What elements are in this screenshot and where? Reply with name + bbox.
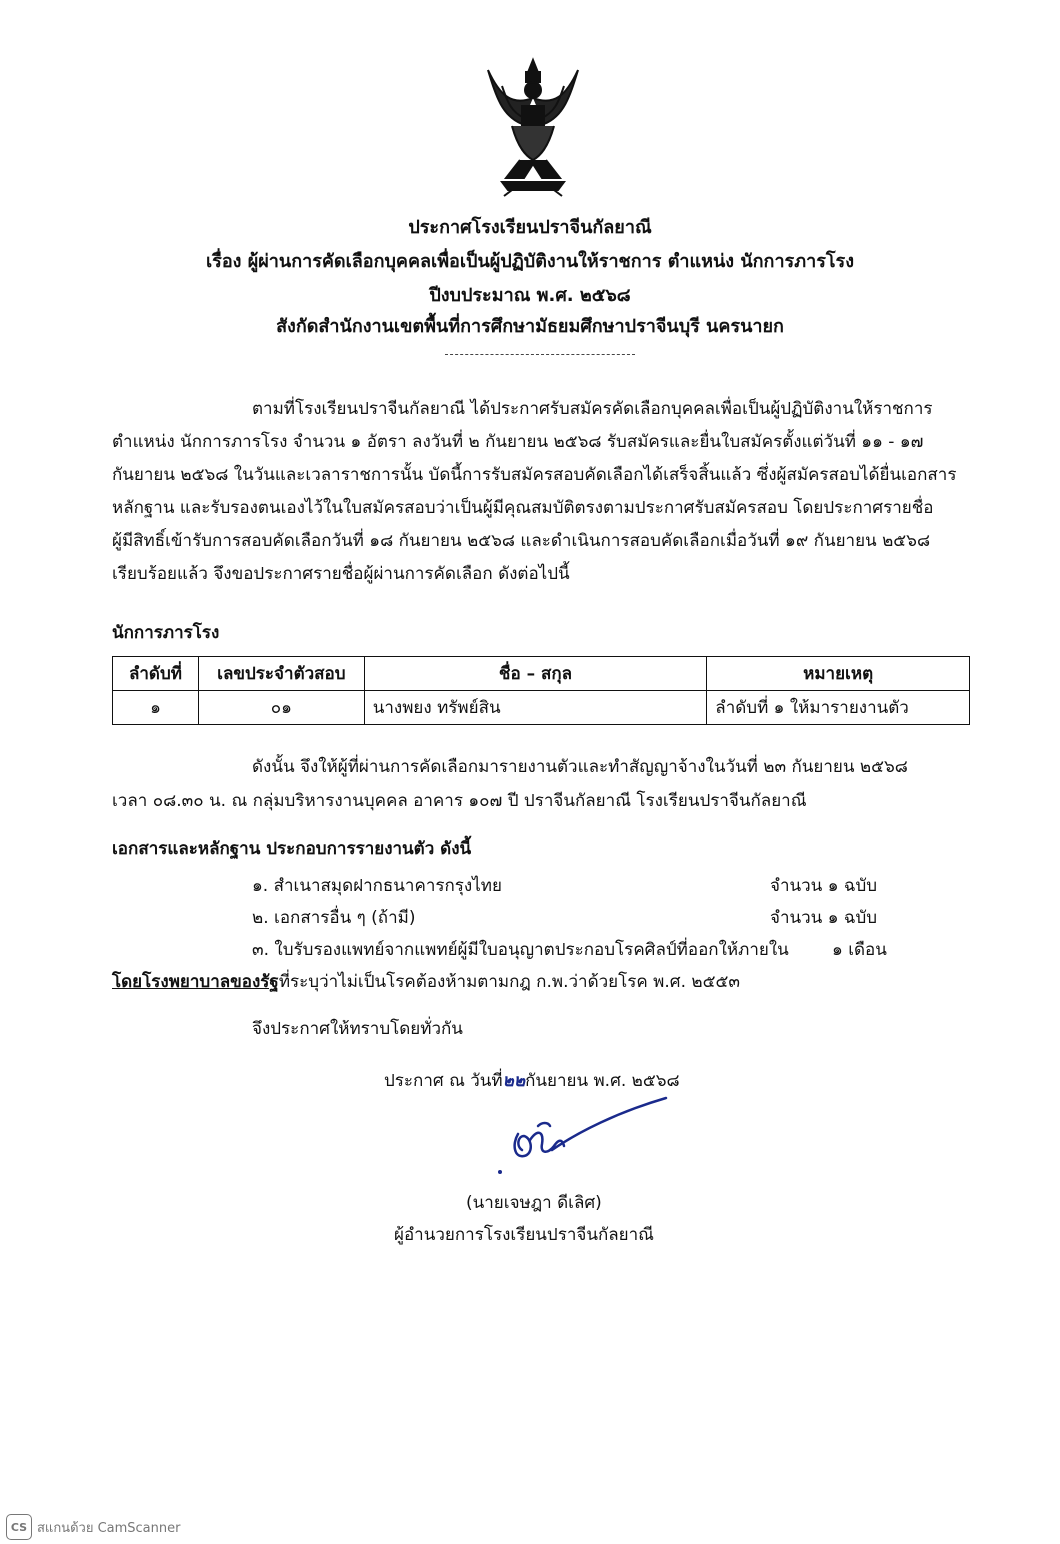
scanner-text: สแกนด้วย CamScanner [37, 1520, 181, 1536]
header-divider [445, 354, 635, 355]
announcement-subject: เรื่อง ผู้ผ่านการคัดเลือกบุคคลเพื่อเป็นผู้ปฏิบัติงานให้ราชการ ตำแหน่ง นักการภารโรง [206, 251, 854, 272]
camscanner-logo-icon: CS [6, 1514, 32, 1540]
cell-name: นางพยง ทรัพย์สิน [364, 691, 707, 725]
results-table [112, 656, 970, 725]
intro-line-2: ตำแหน่ง นักการภารโรง จำนวน ๑ อัตรา ลงวันที่ ๒ กันยายน ๒๕๖๘ รับสมัครและยื่นใบสมัครตั้งแต่วันที่ ๑๑ - ๑๗ [112, 432, 924, 452]
intro-line-3: กันยายน ๒๕๖๘ ในวันและเวลาราชการนั้น บัดนี้การรับสมัครสอบคัดเลือกได้เสร็จสิ้นแล้ว ซึ่งผู้สมัครสอบได้ยื่นเอกสาร [112, 465, 957, 485]
fiscal-year: ปีงบประมาณ พ.ศ. ๒๕๖๘ [429, 285, 631, 306]
cell-remark: ลำดับที่ ๑ ให้มารายงานตัว [707, 691, 970, 725]
intro-line-1: ตามที่โรงเรียนปราจีนกัลยาณี ได้ประกาศรับสมัครคัดเลือกบุคคลเพื่อเป็นผู้ปฏิบัติงานให้ราชการ [252, 399, 933, 419]
signer-title: ผู้อำนวยการโรงเรียนปราจีนกัลยาณี [394, 1225, 654, 1245]
doc-item-2-qty: จำนวน ๑ ฉบับ [770, 908, 878, 928]
intro-line-6: เรียบร้อยแล้ว จึงขอประกาศรายชื่อผู้ผ่านการคัดเลือก ดังต่อไปนี้ [112, 564, 570, 584]
doc-item-3-continuation [112, 968, 740, 995]
scanner-watermark [6, 1514, 180, 1540]
closing-text: จึงประกาศให้ทราบโดยทั่วกัน [252, 1019, 463, 1039]
public-hospital-text: โดยโรงพยาบาลของรัฐ [112, 972, 279, 992]
col-header-name: ชื่อ – สกุล [364, 657, 707, 691]
announcement-title: ประกาศโรงเรียนปราจีนกัลยาณี [408, 217, 652, 238]
cell-order: ๑ [113, 691, 199, 725]
table-header-row [113, 657, 970, 691]
cell-exam-id: ๐๑ [198, 691, 364, 725]
date-prefix: ประกาศ ณ วันที่ [384, 1071, 503, 1091]
doc-item-2: ๒. เอกสารอื่น ๆ (ถ้ามี) [252, 908, 416, 928]
date-day: ๒๒ [502, 1071, 526, 1091]
col-header-exam-id: เลขประจำตัวสอบ [198, 657, 364, 691]
doc-item-3-rest: ที่ระบุว่าไม่เป็นโรคต้องห้ามตามกฎ ก.พ.ว่าด้วยโรค พ.ศ. ๒๕๕๓ [278, 972, 740, 992]
intro-line-5: ผู้มีสิทธิ์เข้ารับการสอบคัดเลือกวันที่ ๑๘ กันยายน ๒๕๖๘ และดำเนินการสอบคัดเลือกเมื่อวันที่ ๑๙ กันยายน ๒๕๖๘ [112, 531, 931, 551]
intro-line-4: หลักฐาน และรับรองตนเองไว้ในใบสมัครสอบว่าเป็นผู้มีคุณสมบัติตรงตามประกาศรับสมัครสอบ โดยประกาศรายชื่อ [112, 498, 934, 518]
garuda-emblem-icon [482, 56, 584, 198]
table-row [113, 691, 970, 725]
col-header-remark: หมายเหตุ [707, 657, 970, 691]
report-line-1: ดังนั้น จึงให้ผู้ที่ผ่านการคัดเลือกมารายงานตัวและทำสัญญาจ้างในวันที่ ๒๓ กันยายน ๒๕๖๘ [252, 757, 908, 777]
col-header-order: ลำดับที่ [113, 657, 199, 691]
doc-item-1: ๑. สำเนาสมุดฝากธนาคารกรุงไทย [252, 876, 502, 896]
docs-title: เอกสารและหลักฐาน ประกอบการรายงานตัว ดังนี้ [112, 839, 472, 859]
section-title: นักการภารโรง [112, 623, 220, 643]
doc-item-3: ๓. ใบรับรองแพทย์จากแพทย์ผู้มีใบอนุญาตประกอบโรคศิลป์ที่ออกให้ภายใน [252, 940, 789, 960]
report-line-2: เวลา ๐๘.๓๐ น. ณ กลุ่มบริหารงานบุคคล อาคาร ๑๐๗ ปี ปราจีนกัลยาณี โรงเรียนปราจีนกัลยาณี [112, 791, 807, 811]
date-suffix: กันยายน พ.ศ. ๒๕๖๘ [525, 1071, 680, 1091]
signature-icon [488, 1092, 678, 1182]
signer-name: (นายเจษฎา ดีเลิศ) [466, 1193, 602, 1213]
affiliation: สังกัดสำนักงานเขตพื้นที่การศึกษามัธยมศึกษาปราจีนบุรี นครนายก [276, 316, 784, 337]
doc-item-1-qty: จำนวน ๑ ฉบับ [770, 876, 878, 896]
doc-item-3-qty: ๑ เดือน [832, 940, 887, 960]
